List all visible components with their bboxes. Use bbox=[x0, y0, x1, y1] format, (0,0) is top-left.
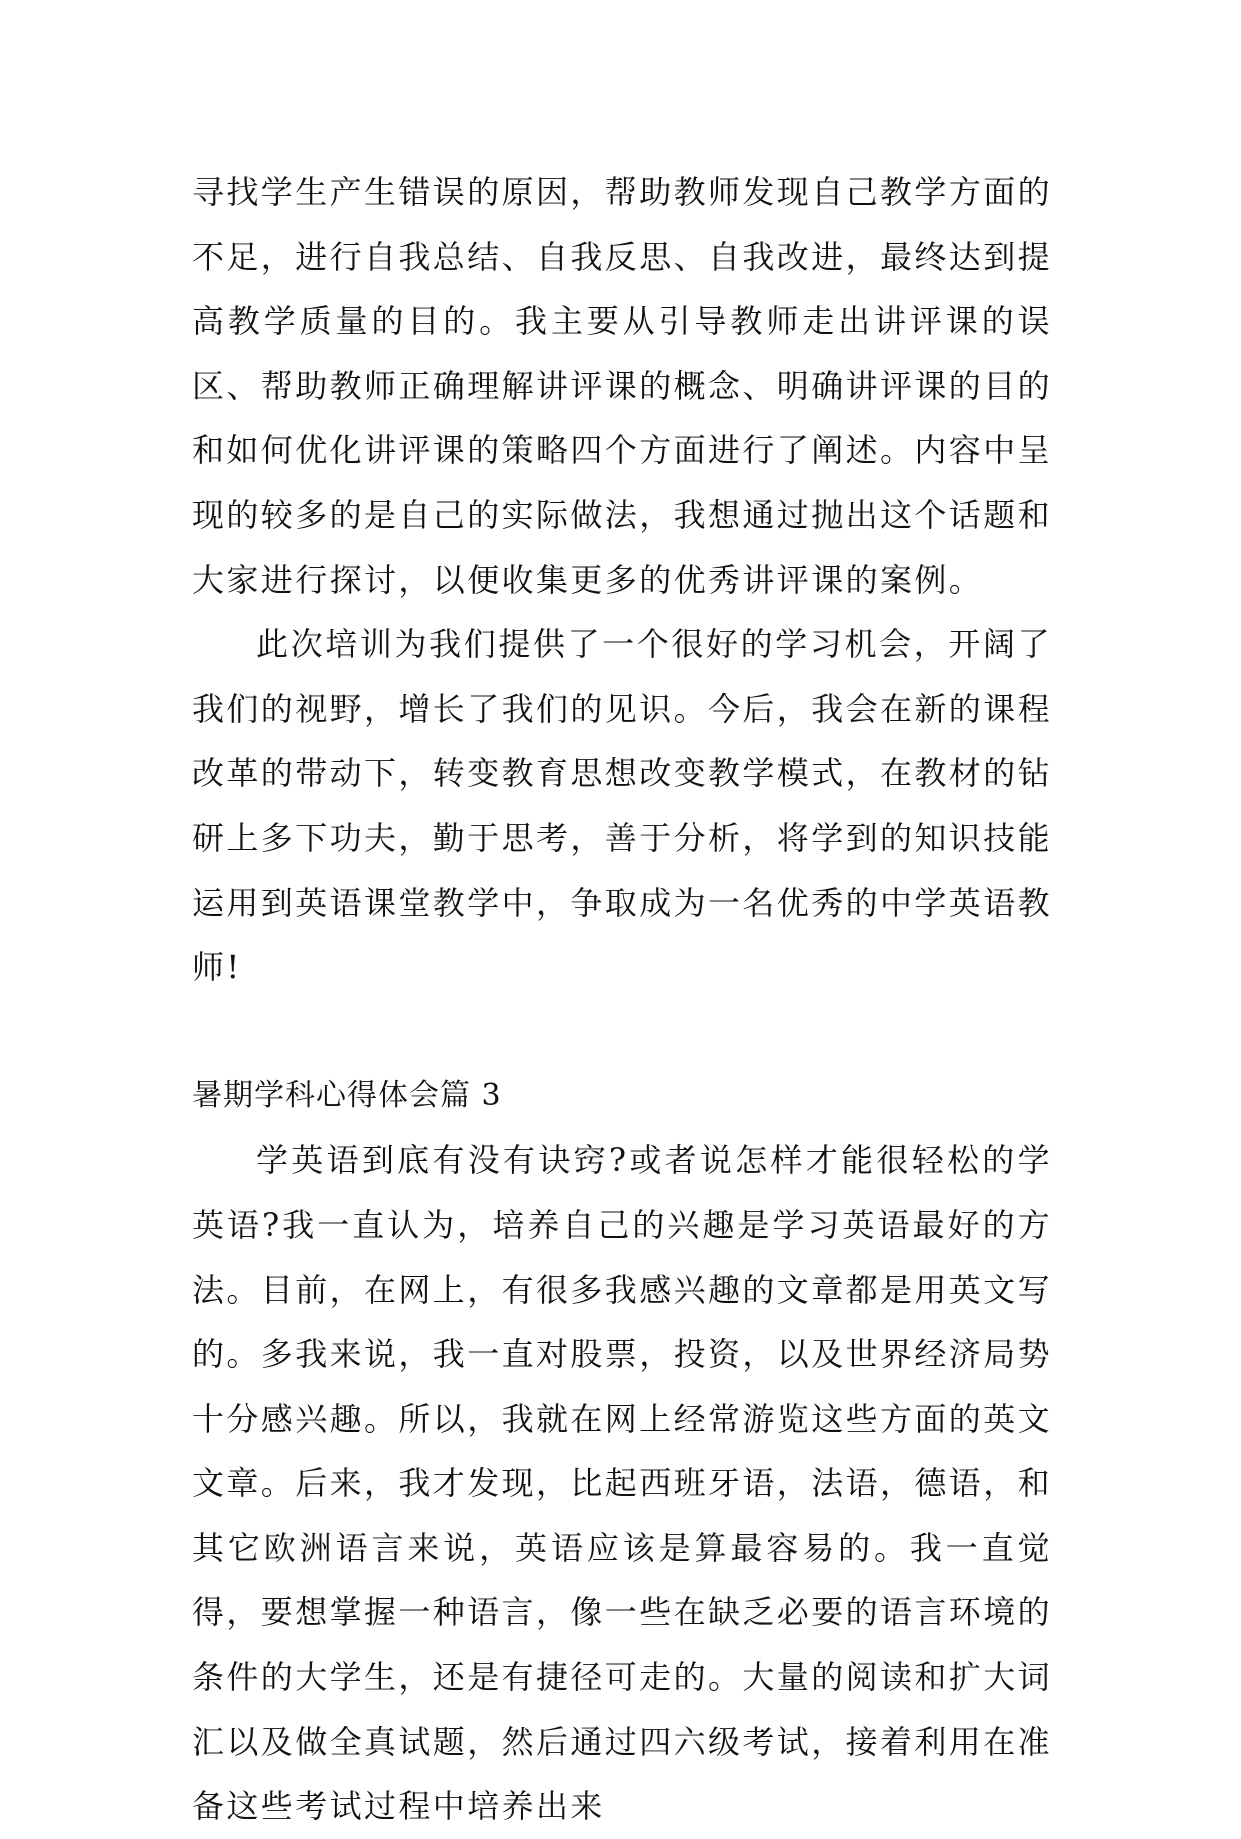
paragraph-english-learning: 学英语到底有没有诀窍?或者说怎样才能很轻松的学英语?我一直认为，培养自己的兴趣是学习英语最好的方法。目前，在网上，有很多我感兴趣的文章都是用英文写的。多我来说，我一直对股票，投资，以及世界经济局势十分感兴趣。所以，我就在网上经常游览这些方面的英文文章。后来，我才发现，比起西班牙语，法语，德语，和其它欧洲语言来说，英语应该是算最容易的。我一直觉得，要想掌握一种语言，像一些在缺乏必要的语言环境的条件的大学生，还是有捷径可走的。大量的阅读和扩大词汇以及做全真试题，然后通过四六级考试，接着利用在准备这些考试过程中培养出来 bbox=[192, 1141, 1053, 1826]
paragraph-training-summary: 此次培训为我们提供了一个很好的学习机会，开阔了我们的视野，增长了我们的见识。今后，我会在新的课程改革的带动下，转变教育思想改变教学模式，在教材的钻研上多下功夫，勤于思考，善于分析，将学到的知识技能运用到英语课堂教学中，争取成为一名优秀的中学英语教师! bbox=[192, 625, 1053, 987]
paragraph-continuation: 寻找学生产生错误的原因，帮助教师发现自己教学方面的不足，进行自我总结、自我反思、自我改进，最终达到提高教学质量的目的。我主要从引导教师走出讲评课的误区、帮助教师正确理解讲评课的概念、明确讲评课的目的和如何优化讲评课的策略四个方面进行了阐述。内容中呈现的较多的是自己的实际做法，我想通过抛出这个话题和大家进行探讨，以便收集更多的优秀讲评课的案例。 bbox=[192, 173, 1053, 599]
document-page bbox=[192, 160, 1052, 1839]
section-heading: 暑期学科心得体会篇 3 bbox=[192, 1077, 502, 1113]
